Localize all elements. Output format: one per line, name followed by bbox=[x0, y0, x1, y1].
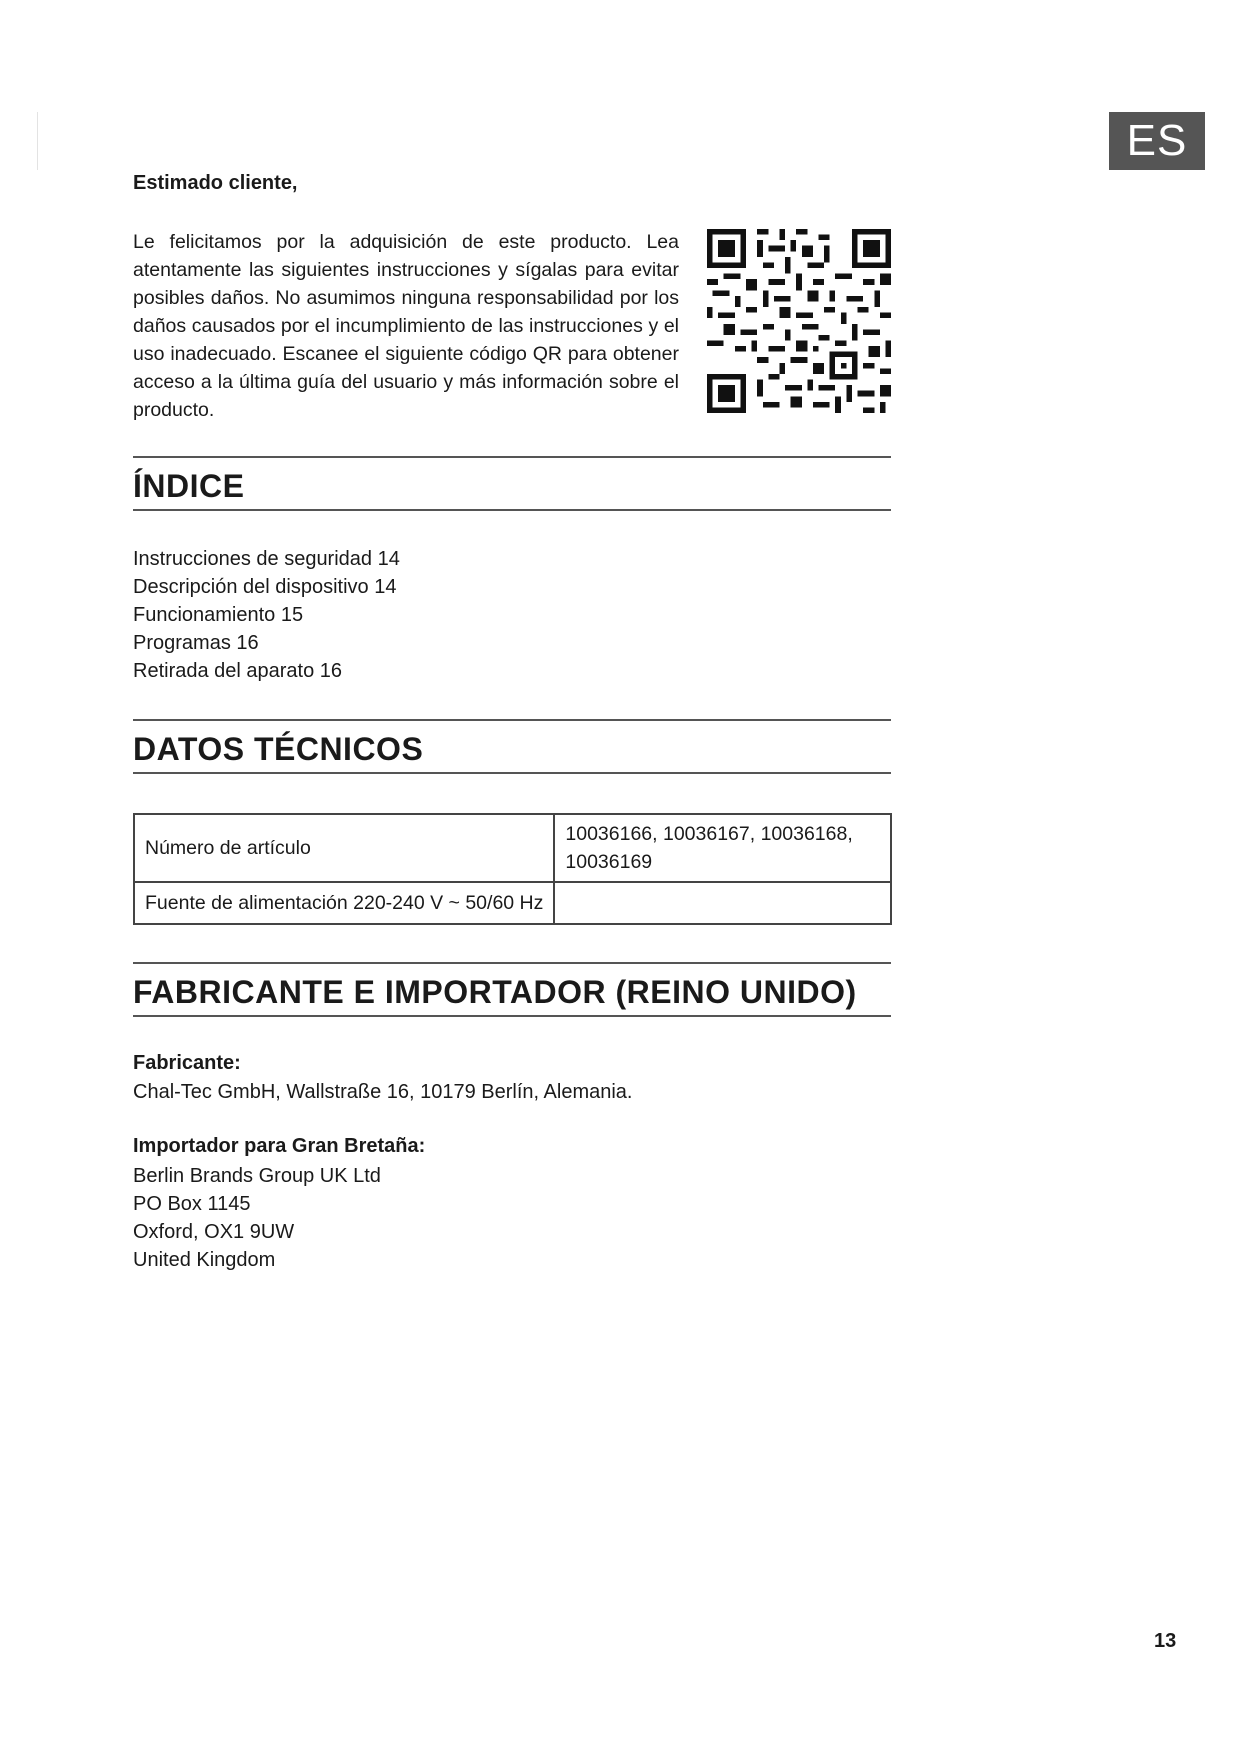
margin-line bbox=[37, 112, 38, 170]
section-rule-top bbox=[133, 962, 891, 964]
greeting: Estimado cliente, bbox=[133, 172, 298, 194]
language-badge: ES bbox=[1109, 112, 1205, 170]
specs-table bbox=[133, 813, 892, 925]
section-rule-top bbox=[133, 456, 891, 458]
specs-cell-value bbox=[554, 882, 891, 924]
toc-item[interactable]: Retirada del aparato 16 bbox=[133, 660, 343, 682]
section-rule-bottom bbox=[133, 1015, 891, 1017]
toc-item[interactable]: Programas 16 bbox=[133, 632, 259, 654]
page-number: 13 bbox=[1154, 1630, 1177, 1652]
specs-cell-label: Número de artículo bbox=[134, 814, 554, 882]
intro-paragraph: Le felicitamos por la adquisición de este producto. Lea atentamente las siguientes instrucciones y sígalas para evitar posibles daños. No asumimos ninguna responsabilidad por los daños causados por el incumplimiento de las instrucciones y el uso inadecuado. Escanee el siguiente código QR para obtener acceso a la última guía del usuario y más información sobre el producto. bbox=[133, 231, 679, 421]
table-of-contents bbox=[133, 545, 400, 685]
manufacturer-label: Fabricante: bbox=[133, 1052, 241, 1074]
table-row bbox=[134, 814, 891, 882]
toc-item[interactable]: Funcionamiento 15 bbox=[133, 604, 304, 626]
specs-title: DATOS TÉCNICOS bbox=[133, 731, 424, 767]
specs-cell-label bbox=[134, 882, 554, 924]
section-rule-bottom bbox=[133, 509, 891, 511]
toc-item[interactable]: Instrucciones de seguridad 14 bbox=[133, 548, 400, 570]
table-row bbox=[134, 882, 891, 924]
importer-line: Berlin Brands Group UK Ltd bbox=[133, 1165, 381, 1187]
importer-line: United Kingdom bbox=[133, 1249, 276, 1271]
importer-line: PO Box 1145 bbox=[133, 1193, 251, 1215]
manufacturer-address: Chal-Tec GmbH, Wallstraße 16, 10179 Berlín, Alemania. bbox=[133, 1081, 633, 1103]
section-rule-bottom bbox=[133, 772, 891, 774]
index-title: ÍNDICE bbox=[133, 468, 245, 504]
qr-code-icon bbox=[707, 229, 891, 413]
specs-cell-label-text: Fuente de alimentación 220-240 V ~ 50/60 Hz bbox=[145, 891, 544, 914]
manufacturer-title: FABRICANTE E IMPORTADOR (REINO UNIDO) bbox=[133, 974, 857, 1010]
section-rule-top bbox=[133, 719, 891, 721]
importer-label: Importador para Gran Bretaña: bbox=[133, 1135, 426, 1157]
specs-cell-value: 10036166, 10036167, 10036168, 10036169 bbox=[554, 814, 891, 882]
importer-line: Oxford, OX1 9UW bbox=[133, 1221, 295, 1243]
toc-item[interactable]: Descripción del dispositivo 14 bbox=[133, 576, 397, 598]
